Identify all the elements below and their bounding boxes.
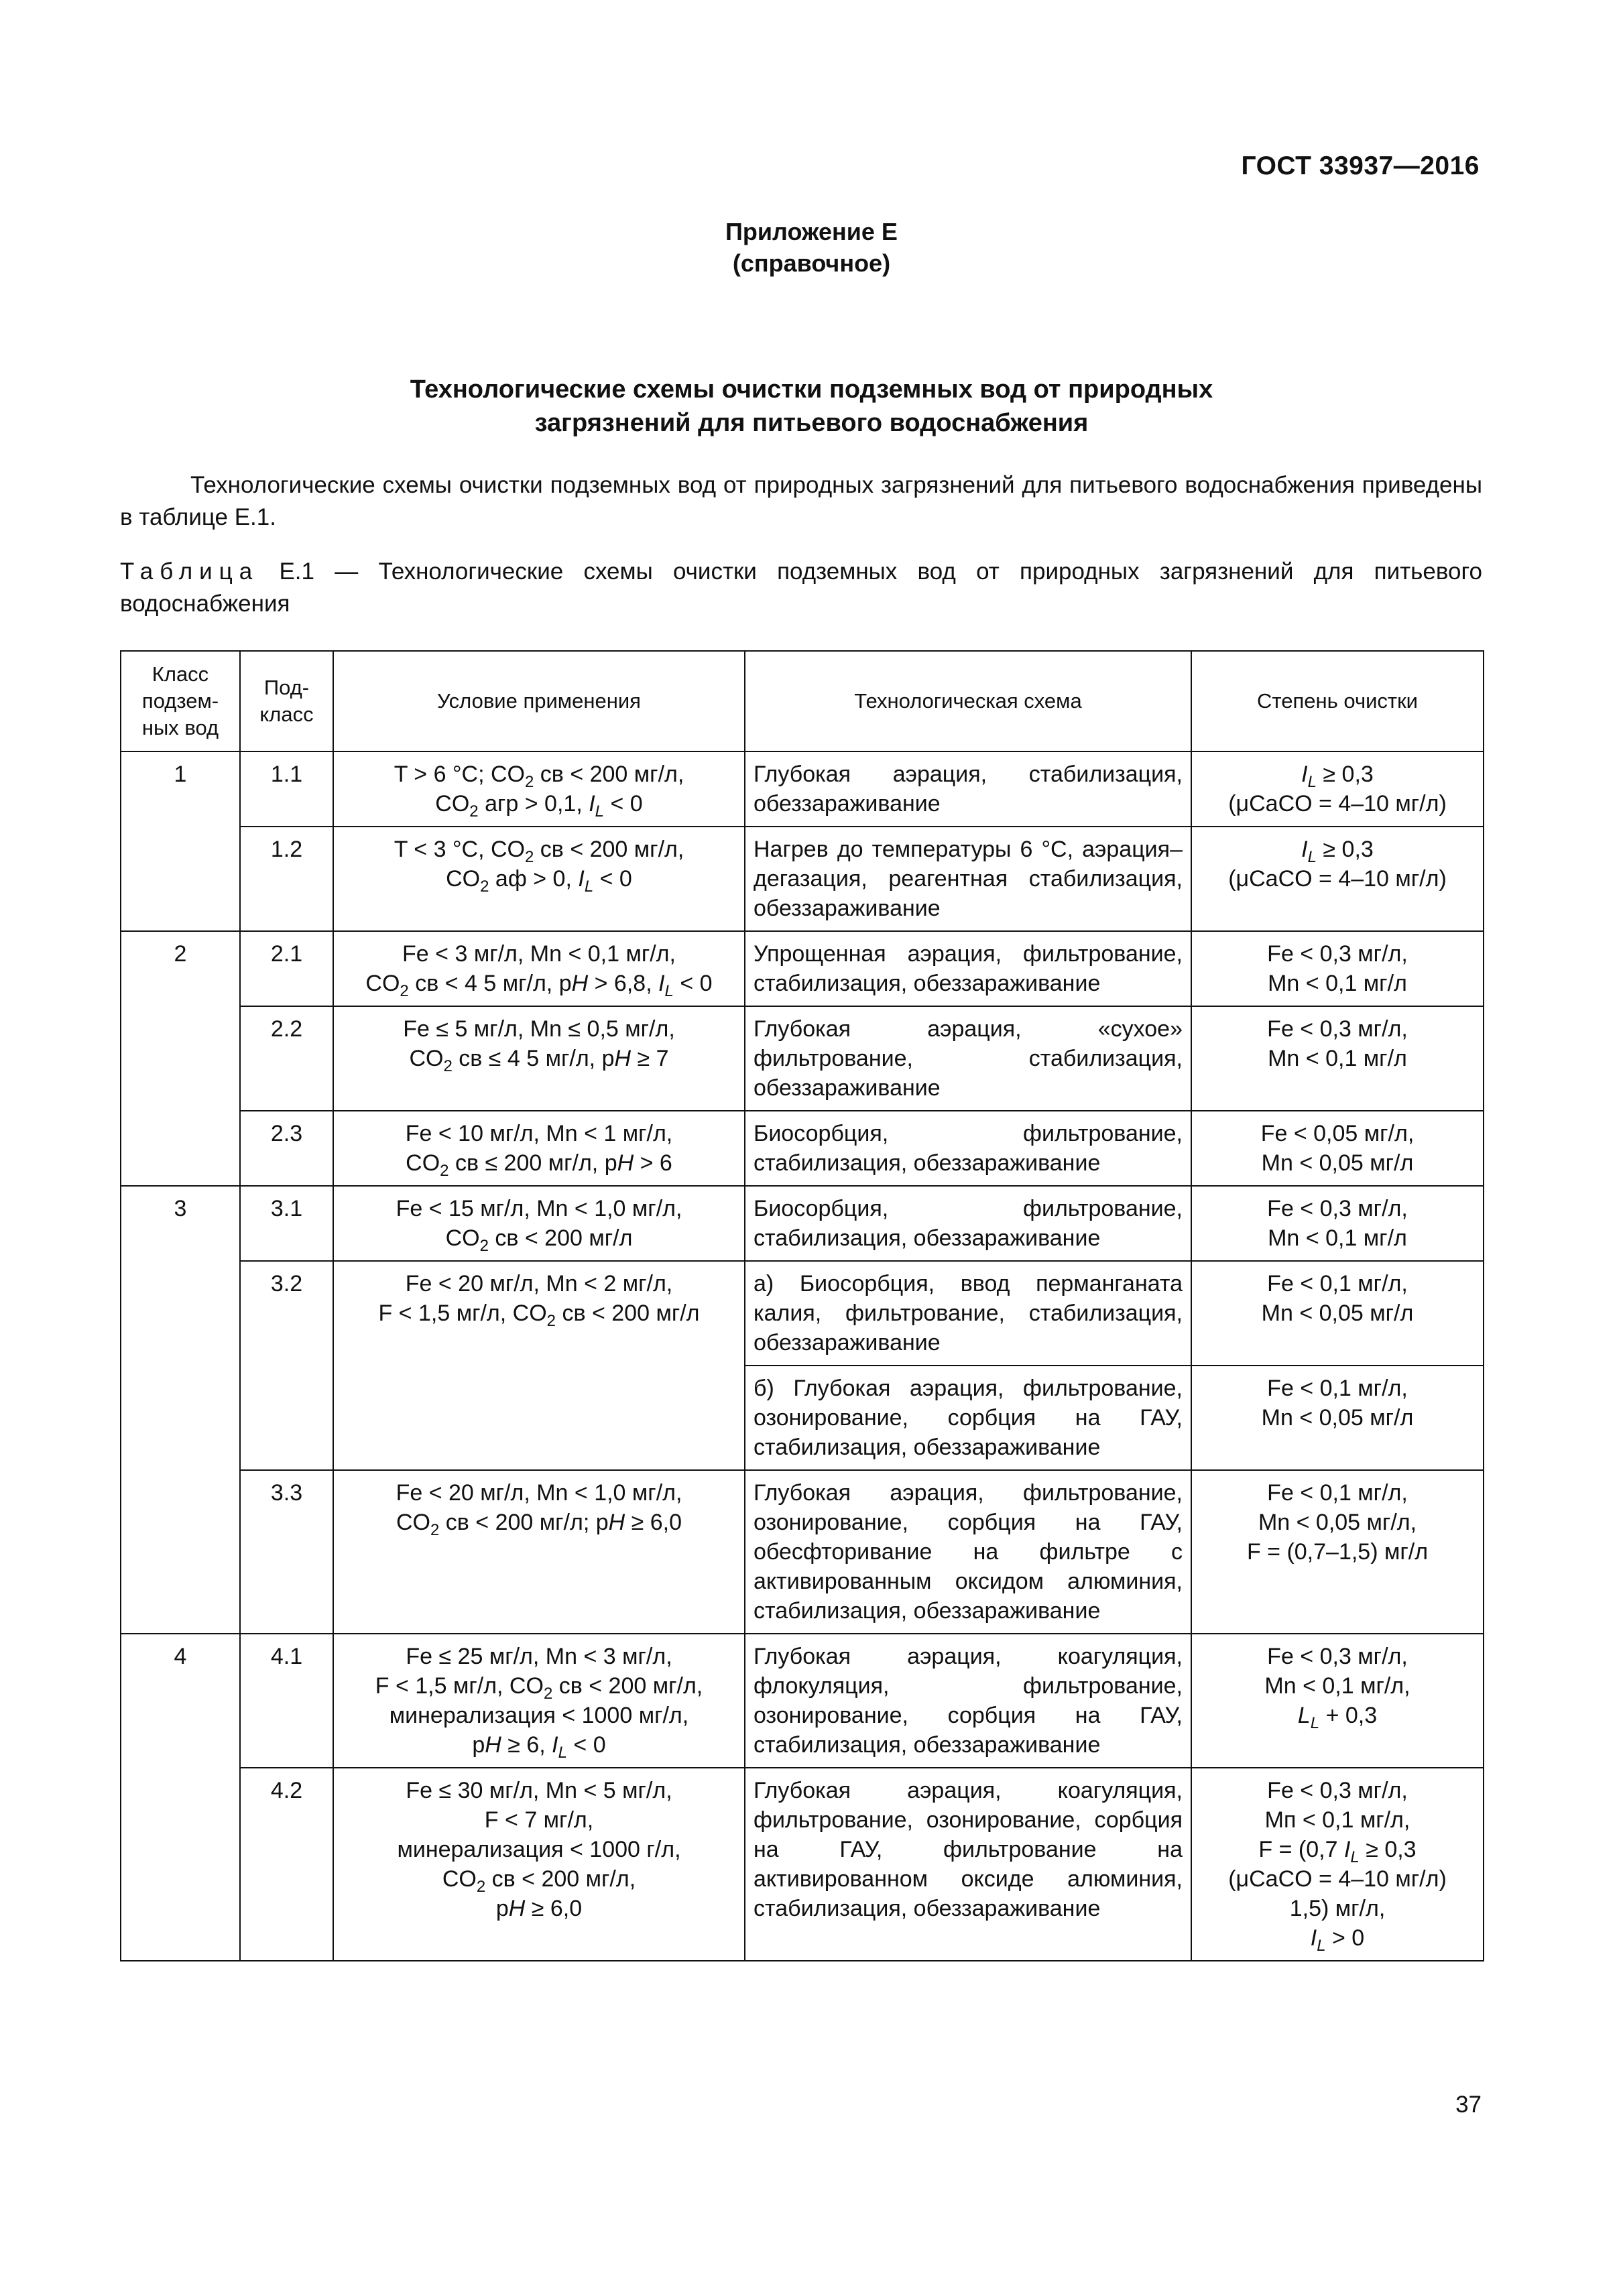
degree-line: Fe < 0,3 мг/л,: [1267, 1778, 1408, 1803]
condition-line: pH ≥ 6,0: [495, 1896, 583, 1921]
condition-line: $CO_2$ св < 4 5 мг/л, pH > 6,8, $I_L < 0$: [365, 971, 713, 1000]
degree-line: Mn < 0,1 мг/л: [1268, 971, 1407, 996]
condition-line: $CO_2$ св < 200 мг/л: [445, 1225, 633, 1255]
condition-line: $CO_2$ св ≤ 4 5 мг/л, pH ≥ 7: [409, 1046, 669, 1075]
subclass-cell: 3.3: [240, 1470, 333, 1634]
degree-line: Mn < 0,1 мг/л,: [1264, 1673, 1410, 1699]
subclass-cell: 3.1: [240, 1186, 333, 1261]
subclass-cell: 2.2: [240, 1006, 333, 1111]
degree-cell: [1191, 1634, 1484, 1768]
scheme-cell: а) Биосорбция, ввод перманганата калия, фильтрование, стабилизация, обеззараживание: [745, 1261, 1191, 1366]
section-title-line-1: Технологические схемы очистки подземных вод от природных: [410, 375, 1213, 404]
section-title-line-2: загрязнений для питьевого водоснабжения: [534, 409, 1089, 437]
table-row: [121, 1768, 1484, 1961]
condition-line: T > 6 °C; $CO_2$ св < 200 мг/л,: [394, 762, 684, 791]
subclass-cell: 2.3: [240, 1111, 333, 1186]
subclass-cell: 4.1: [240, 1634, 333, 1768]
scheme-cell: Глубокая аэрация, стабилизация, обеззараживание: [745, 751, 1191, 827]
table-caption-text: Е.1 — Технологические схемы очистки подземных вод от природных загрязнений для питьевого водоснабжения: [120, 558, 1482, 617]
table-row: [121, 1111, 1484, 1186]
condition-line: Fe < 20 мг/л, Mn < 2 мг/л,: [405, 1271, 673, 1296]
condition-cell: [333, 1261, 745, 1470]
condition-cell: [333, 1006, 745, 1111]
header-degree: Степень очистки: [1191, 651, 1484, 751]
subclass-cell: 3.2: [240, 1261, 333, 1470]
degree-cell: [1191, 1006, 1484, 1111]
degree-line: Fe < 0,1 мг/л,: [1267, 1376, 1408, 1401]
header-class: Класс подзем-ных вод: [121, 651, 240, 751]
intro-paragraph: Технологические схемы очистки подземных вод от природных загрязнений для питьевого водоснабжения приведены в таблице Е.1.: [120, 472, 1482, 530]
degree-line: (μCaCO = 4–10 мг/л): [1228, 866, 1447, 892]
condition-line: Fe < 10 мг/л, Mn < 1 мг/л,: [405, 1121, 673, 1146]
table-caption: [120, 556, 1482, 620]
scheme-cell: Глубокая аэрация, «сухое» фильтрование, стабилизация, обеззараживание: [745, 1006, 1191, 1111]
scheme-cell: Упрощенная аэрация, фильтрование, стабилизация, обеззараживание: [745, 931, 1191, 1006]
condition-line: $CO_2$ св ≤ 200 мг/л, pH > 6: [406, 1150, 672, 1180]
condition-line: Fe < 20 мг/л, Mn < 1,0 мг/л,: [396, 1480, 682, 1506]
table-caption-label: Таблица: [120, 558, 259, 585]
degree-line: Mn < 0,05 мг/л: [1261, 1405, 1414, 1431]
degree-line: Mn < 0,05 мг/л,: [1258, 1510, 1417, 1535]
table-row: [121, 827, 1484, 931]
appendix-note: (справочное): [732, 249, 891, 277]
degree-line: (μCaCO = 4–10 мг/л): [1228, 1866, 1447, 1892]
scheme-cell: Глубокая аэрация, коагуляция, фильтрование, озонирование, сорбция на ГАУ, фильтрование на активированном оксиде алюминия, стабилизация, обеззараживание: [745, 1768, 1191, 1961]
condition-line: F < 1,5 мг/л, $CO_2$ св < 200 мг/л: [378, 1301, 700, 1330]
degree-line: $I_L > 0$: [1310, 1925, 1365, 1955]
degree-line: Fe < 0,3 мг/л,: [1267, 941, 1408, 967]
treatment-schemes-table: [120, 650, 1484, 1961]
condition-line: T < 3 °C, $CO_2$ св < 200 мг/л,: [394, 837, 684, 866]
subclass-cell: 2.1: [240, 931, 333, 1006]
degree-line: Fe < 0,1 мг/л,: [1267, 1480, 1408, 1506]
degree-line: F = (0,7 $I_L \ge 0,3$: [1258, 1837, 1417, 1866]
class-cell: 3: [121, 1186, 240, 1634]
degree-line: Mn < 0,05 мг/л: [1261, 1301, 1414, 1326]
degree-line: $I_L \ge 0,3$: [1301, 837, 1374, 866]
degree-line: Fe < 0,1 мг/л,: [1267, 1271, 1408, 1296]
degree-cell: [1191, 931, 1484, 1006]
condition-cell: [333, 1634, 745, 1768]
subclass-cell: 1.2: [240, 827, 333, 931]
subclass-cell: 4.2: [240, 1768, 333, 1961]
condition-cell: [333, 931, 745, 1006]
condition-line: Fe ≤ 25 мг/л, Mn < 3 мг/л,: [406, 1644, 672, 1669]
degree-line: Mn < 0,1 мг/л: [1268, 1225, 1407, 1251]
condition-line: $CO_2$ агр > 0,1, $I_L < 0$: [435, 791, 643, 821]
scheme-cell: Биосорбция, фильтрование, стабилизация, обеззараживание: [745, 1186, 1191, 1261]
degree-line: Fe < 0,05 мг/л,: [1260, 1121, 1415, 1146]
condition-cell: [333, 827, 745, 931]
condition-line: F < 1,5 мг/л, $CO_2$ св < 200 мг/л,: [375, 1673, 703, 1703]
header-scheme: Технологическая схема: [745, 651, 1191, 751]
scheme-cell: б) Глубокая аэрация, фильтрование, озонирование, сорбция на ГАУ, стабилизация, обеззараживание: [745, 1366, 1191, 1470]
condition-cell: [333, 1186, 745, 1261]
degree-line: $I_L \ge 0,3$: [1301, 762, 1374, 791]
degree-cell: [1191, 827, 1484, 931]
class-cell: 4: [121, 1634, 240, 1961]
table-row: [121, 1006, 1484, 1111]
condition-line: F < 7 мг/л,: [484, 1807, 594, 1833]
condition-line: Fe < 3 мг/л, Mn < 0,1 мг/л,: [402, 941, 676, 967]
degree-line: 1,5) мг/л,: [1289, 1896, 1386, 1921]
condition-cell: [333, 1111, 745, 1186]
scheme-cell: Глубокая аэрация, фильтрование, озонирование, сорбция на ГАУ, обесфторивание на фильтре с активированным оксидом алюминия, стабилизация, обеззараживание: [745, 1470, 1191, 1634]
degree-cell: [1191, 1768, 1484, 1961]
condition-line: $CO_2$ аф > 0, $I_L < 0$: [446, 866, 632, 896]
subclass-cell: 1.1: [240, 751, 333, 827]
degree-line: Mn < 0,1 мг/л: [1268, 1046, 1407, 1071]
section-title: [0, 373, 1623, 440]
appendix-title: Приложение Е: [725, 218, 898, 245]
class-cell: 2: [121, 931, 240, 1186]
condition-line: Fe ≤ 30 мг/л, Mn < 5 мг/л,: [406, 1778, 672, 1803]
condition-line: минерализация < 1000 г/л,: [397, 1837, 681, 1862]
degree-cell: [1191, 1261, 1484, 1366]
condition-cell: [333, 751, 745, 827]
table-row: [121, 1634, 1484, 1768]
condition-line: $CO_2$ св < 200 мг/л; pH ≥ 6,0: [396, 1510, 682, 1539]
appendix-heading: [0, 216, 1623, 279]
degree-line: F = (0,7–1,5) мг/л: [1246, 1539, 1429, 1565]
table-row: [121, 931, 1484, 1006]
degree-cell: [1191, 751, 1484, 827]
degree-line: $L_L + 0,3$: [1297, 1703, 1378, 1732]
degree-line: Fe < 0,3 мг/л,: [1267, 1644, 1408, 1669]
degree-cell: [1191, 1470, 1484, 1634]
page-number: 37: [1455, 2092, 1482, 2118]
table-body: [121, 751, 1484, 1961]
degree-cell: [1191, 1111, 1484, 1186]
header-subclass: Под-класс: [240, 651, 333, 751]
degree-line: Mn < 0,05 мг/л: [1261, 1150, 1414, 1176]
degree-cell: [1191, 1186, 1484, 1261]
scheme-cell: Биосорбция, фильтрование, стабилизация, обеззараживание: [745, 1111, 1191, 1186]
degree-line: Fe < 0,3 мг/л,: [1267, 1196, 1408, 1221]
condition-line: pH ≥ 6, $I_L < 0$: [472, 1732, 606, 1762]
condition-cell: [333, 1768, 745, 1961]
table-row: [121, 751, 1484, 827]
condition-line: Fe < 15 мг/л, Mn < 1,0 мг/л,: [396, 1196, 682, 1221]
condition-line: Fe ≤ 5 мг/л, Mn ≤ 0,5 мг/л,: [403, 1016, 675, 1042]
table-row: [121, 1261, 1484, 1366]
class-cell: 1: [121, 751, 240, 931]
header-condition: Условие применения: [333, 651, 745, 751]
degree-cell: [1191, 1366, 1484, 1470]
table-header-row: [121, 651, 1484, 751]
condition-line: минерализация < 1000 мг/л,: [389, 1703, 689, 1728]
condition-cell: [333, 1470, 745, 1634]
degree-line: Fe < 0,3 мг/л,: [1267, 1016, 1408, 1042]
degree-line: (μCaCO = 4–10 мг/л): [1228, 791, 1447, 817]
condition-line: $CO_2$ св < 200 мг/л,: [442, 1866, 636, 1896]
scheme-cell: Глубокая аэрация, коагуляция, флокуляция, фильтрование, озонирование, сорбция на ГАУ, стабилизация, обеззараживание: [745, 1634, 1191, 1768]
standard-number: ГОСТ 33937—2016: [1241, 152, 1480, 180]
table-row: [121, 1470, 1484, 1634]
scheme-cell: Нагрев до температуры 6 °C, аэрация–дегазация, реагентная стабилизация, обеззараживание: [745, 827, 1191, 931]
table-row: [121, 1186, 1484, 1261]
degree-line: Mп < 0,1 мг/л,: [1264, 1807, 1410, 1833]
